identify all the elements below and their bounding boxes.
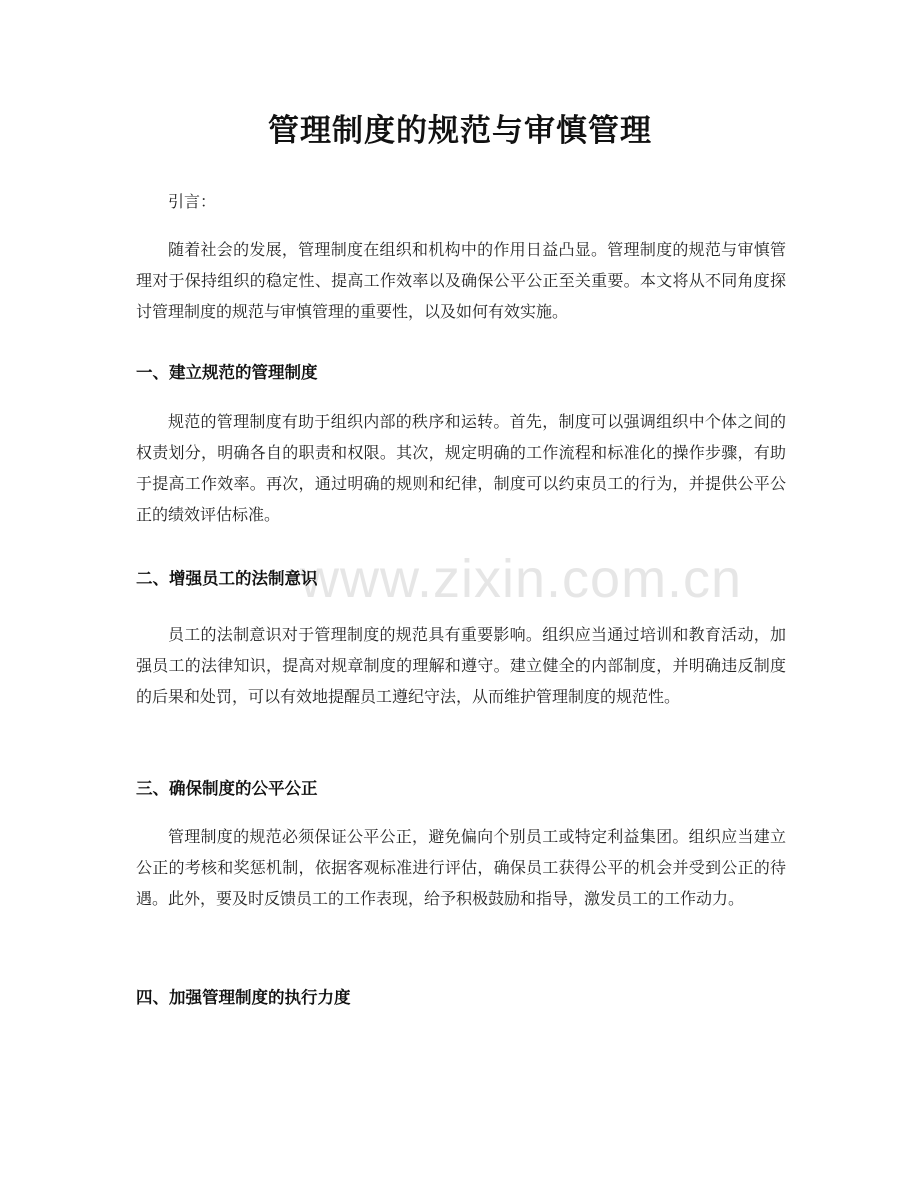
section-paragraph-3: 管理制度的规范必须保证公平公正，避免偏向个别员工或特定利益集团。组织应当建立公正的考核和奖惩机制，依据客观标准进行评估，确保员工获得公平的机会并受到公正的待遇。此外，要及时反馈员工的工作表现，给予积极鼓励和指导，激发员工的工作动力。 (136, 827, 786, 908)
section-paragraph-2: 员工的法制意识对于管理制度的规范具有重要影响。组织应当通过培训和教育活动，加强员工的法律知识，提高对规章制度的理解和遵守。建立健全的内部制度，并明确违反制度的后果和处罚，可以有效地提醒员工遵纪守法，从而维护管理制度的规范性。 (136, 625, 786, 706)
section-heading-1: 一、建立规范的管理制度 (136, 363, 318, 382)
section-heading-4: 四、加强管理制度的执行力度 (136, 988, 351, 1007)
watermark: www.zixin.com.cn (300, 549, 743, 609)
intro-paragraph: 随着社会的发展，管理制度在组织和机构中的作用日益凸显。管理制度的规范与审慎管理对于保持组织的稳定性、提高工作效率以及确保公平公正至关重要。本文将从不同角度探讨管理制度的规范与审慎管理的重要性，以及如何有效实施。 (136, 240, 786, 321)
section-heading-2: 二、增强员工的法制意识 (136, 569, 318, 588)
section-heading-3: 三、确保制度的公平公正 (136, 779, 318, 798)
section-paragraph-1: 规范的管理制度有助于组织内部的秩序和运转。首先，制度可以强调组织中个体之间的权责划分，明确各自的职责和权限。其次，规定明确的工作流程和标准化的操作步骤，有助于提高工作效率。再次，通过明确的规则和纪律，制度可以约束员工的行为，并提供公平公正的绩效评估标准。 (136, 412, 786, 524)
document-title: 管理制度的规范与审慎管理 (268, 113, 652, 149)
intro-label: 引言： (168, 192, 217, 211)
